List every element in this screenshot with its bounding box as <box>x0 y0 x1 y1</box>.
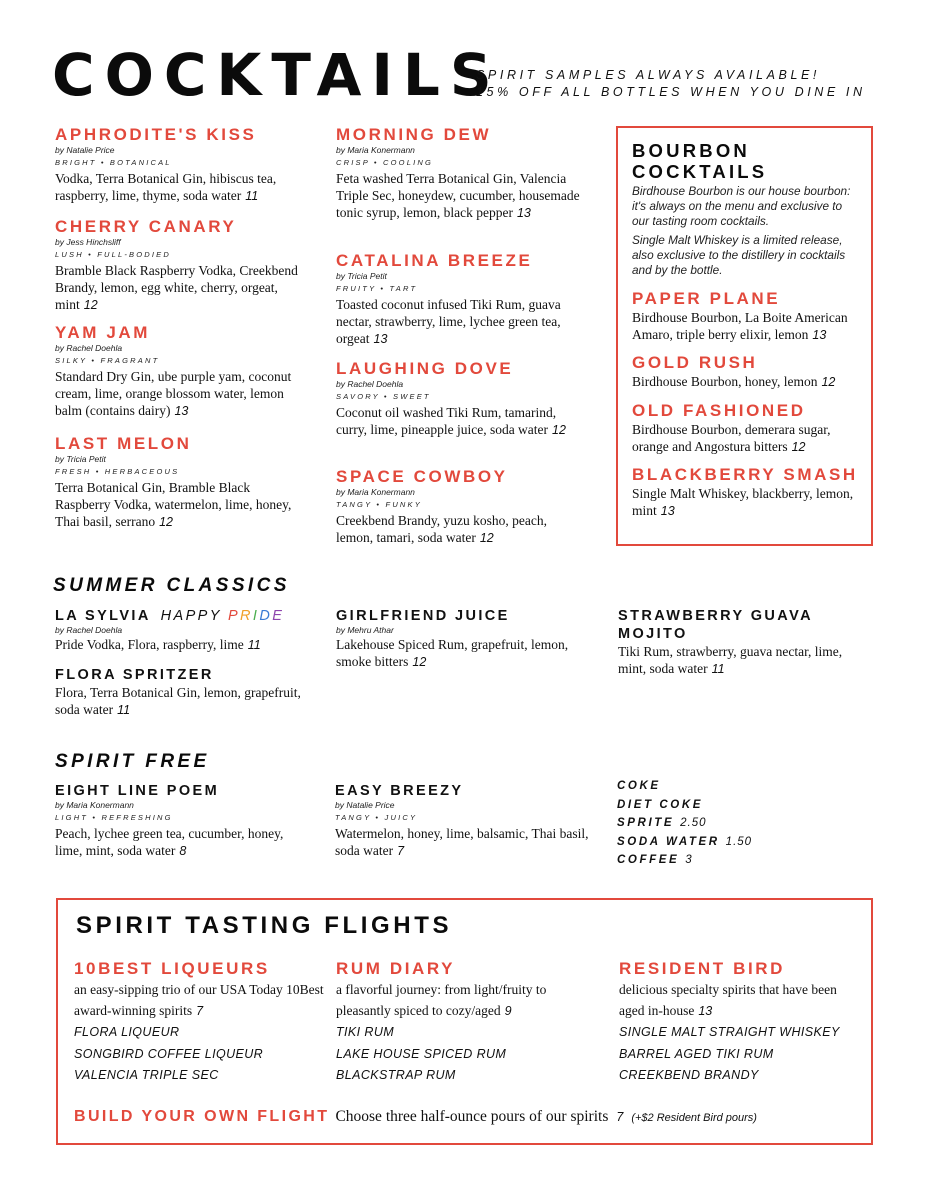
cocktail-desc: Feta washed Terra Botanical Gin, Valencia Triple Sec, honeydew, cucumber, housemade tonic syrup, lemon, black pepper 13 <box>336 171 580 221</box>
pride-letter: I <box>252 608 260 624</box>
cocktail-name: LAST MELON <box>55 434 192 453</box>
bourbon-item <box>632 288 860 344</box>
cocktail-item <box>336 250 586 358</box>
pride-letter: P <box>227 608 241 624</box>
cocktail-item <box>55 782 305 860</box>
cocktail-desc: Peach, lychee green tea, cucumber, honey, lime, mint, soda water 8 <box>55 826 284 859</box>
bourbon-item-desc: Birdhouse Bourbon, La Boite American Amaro, triple berry elixir, lemon 13 <box>632 310 848 343</box>
cocktail-name: YAM JAM <box>55 323 151 342</box>
cocktail-desc: Creekbend Brandy, yuzu kosho, peach, lemon, tamari, soda water 12 <box>336 513 547 546</box>
cocktail-byline: by Rachel Doehla <box>55 625 123 635</box>
cocktail-tags: LIGHT • REFRESHING <box>55 813 173 822</box>
cocktail-tags: SILKY • FRAGRANT <box>55 356 160 365</box>
cocktail-item <box>55 433 305 532</box>
cocktail-desc: Toasted coconut infused Tiki Rum, guava nectar, strawberry, lime, lychee green tea, orgeat 13 <box>336 297 561 347</box>
cocktail-desc: Bramble Black Raspberry Vodka, Creekbend Brandy, lemon, egg white, cherry, orgeat, mint 12 <box>55 263 298 313</box>
cocktail-price: 13 <box>174 404 189 419</box>
cocktail-item <box>336 124 586 250</box>
soft-drink-item: SPRITE 2.50 <box>617 817 707 829</box>
cocktail-item <box>55 216 305 322</box>
cocktail-price: 8 <box>179 844 187 859</box>
tasting-flights-title: SPIRIT TASTING FLIGHTS <box>76 912 453 939</box>
cocktail-item <box>55 322 305 433</box>
flight-spirit: CREEKBEND BRANDY <box>619 1068 759 1082</box>
pride-letter: D <box>259 608 273 624</box>
cocktail-item <box>336 466 586 547</box>
cocktail-desc: Watermelon, honey, lime, balsamic, Thai basil, soda water 7 <box>335 826 589 859</box>
soft-drink-item: COKE <box>617 780 661 792</box>
cocktail-item <box>55 666 305 719</box>
bourbon-item-price: 13 <box>660 504 675 519</box>
cocktail-byline: by Maria Konermann <box>336 145 415 155</box>
cocktail-name: SPACE COWBOY <box>336 467 508 486</box>
cocktail-price: 7 <box>397 844 405 859</box>
bourbon-item-price: 12 <box>821 375 836 390</box>
spirit-free-col-2 <box>335 782 590 860</box>
cocktail-tags: LUSH • FULL-BODIED <box>55 250 171 259</box>
cocktail-byline: by Natalie Price <box>55 145 115 155</box>
cocktail-price: 12 <box>412 655 427 670</box>
bourbon-item-desc: Birdhouse Bourbon, honey, lemon 12 <box>632 374 836 390</box>
cocktail-name: CATALINA BREEZE <box>336 251 533 270</box>
bourbon-item <box>632 400 860 456</box>
cocktail-item <box>618 607 873 678</box>
bourbon-item-name: BLACKBERRY SMASH <box>632 465 858 485</box>
cocktail-name: FLORA SPRITZER <box>55 667 214 684</box>
bourbon-intro-1: Birdhouse Bourbon is our house bourbon: it's always on the menu and exclusive to our tasting room cocktails. <box>632 184 851 228</box>
cocktail-tags: CRISP • COOLING <box>336 158 434 167</box>
cocktail-byline: by Rachel Doehla <box>55 343 123 353</box>
bourbon-item <box>632 352 860 391</box>
bourbon-item-name: PAPER PLANE <box>632 289 781 308</box>
pride-letter: R <box>240 608 253 624</box>
flight-spirit: BARREL AGED TIKI RUM <box>619 1046 774 1061</box>
flight-price: 9 <box>504 1004 512 1018</box>
happy-pride-label: HAPPY PRIDE <box>160 608 285 624</box>
cocktails-column-2 <box>336 124 586 547</box>
cocktail-price: 11 <box>117 703 131 718</box>
cocktail-item <box>336 358 586 466</box>
flight-spirit: TIKI RUM <box>336 1025 395 1039</box>
bourbon-item <box>632 464 860 520</box>
bourbon-item-name: GOLD RUSH <box>632 353 758 373</box>
spirit-free-heading: SPIRIT FREE <box>55 751 210 772</box>
flight-spirit: LAKE HOUSE SPICED RUM <box>336 1046 507 1061</box>
cocktail-tags: TANGY • JUICY <box>335 813 418 822</box>
cocktail-byline: by Tricia Petit <box>336 271 387 281</box>
cocktail-desc: Coconut oil washed Tiki Rum, tamarind, curry, lime, pineapple juice, soda water 12 <box>336 405 566 438</box>
cocktail-desc: Lakehouse Spiced Rum, grapefruit, lemon, smoke bitters 12 <box>336 637 569 670</box>
flight-spirit: VALENCIA TRIPLE SEC <box>74 1068 219 1082</box>
soft-drink-item: COFFEE 3 <box>617 854 693 866</box>
cocktail-byline: by Jess Hinchsliff <box>55 237 121 247</box>
build-label: BUILD YOUR OWN FLIGHT <box>74 1108 330 1125</box>
build-your-own-flight <box>74 1106 757 1126</box>
cocktail-price: 12 <box>552 423 566 438</box>
pride-rainbow-text <box>228 608 284 624</box>
tagline-line-2: 15% OFF ALL BOTTLES WHEN YOU DINE IN <box>476 85 866 99</box>
spirit-free-col-1 <box>55 782 305 860</box>
cocktail-price: 11 <box>711 662 725 677</box>
cocktail-byline: by Maria Konermann <box>336 487 415 497</box>
bourbon-intro-2: Single Malt Whiskey is a limited release, also exclusive to the distillery in cocktails and by the bottle. <box>632 233 846 277</box>
cocktail-tags: TANGY • FUNKY <box>336 500 422 509</box>
cocktail-price: 12 <box>479 531 494 546</box>
cocktail-name: EIGHT LINE POEM <box>55 783 220 799</box>
flight-desc: a flavorful journey: from light/fruity to pleasantly spiced to cozy/aged 9 <box>336 982 547 1018</box>
cocktail-name: EASY BREEZY <box>335 783 464 799</box>
soft-drink-item: SODA WATER 1.50 <box>617 835 753 848</box>
flight-price: 7 <box>196 1004 204 1018</box>
cocktail-name: STRAWBERRY GUAVA MOJITO <box>618 608 813 642</box>
cocktails-column-1 <box>55 124 305 532</box>
cocktail-price: 13 <box>516 206 531 221</box>
flight-desc: an easy-sipping trio of our USA Today 10Best award-winning spirits 7 <box>74 982 324 1018</box>
cocktail-desc: Vodka, Terra Botanical Gin, hibiscus tea, raspberry, lime, thyme, soda water 11 <box>55 171 277 204</box>
cocktail-price: 13 <box>373 332 388 347</box>
pride-letter: E <box>272 608 285 624</box>
tagline <box>476 67 866 101</box>
cocktail-name: LAUGHING DOVE <box>336 359 514 378</box>
tasting-flights-box <box>56 898 873 1145</box>
build-desc: Choose three half-ounce pours of our spirits <box>335 1108 609 1125</box>
soft-drinks-list <box>617 777 872 870</box>
cocktail-desc: Flora, Terra Botanical Gin, lemon, grapefruit, soda water 11 <box>55 685 301 718</box>
summer-col-3 <box>618 607 873 678</box>
cocktail-byline: by Rachel Doehla <box>336 379 404 389</box>
cocktail-desc: Terra Botanical Gin, Bramble Black Raspberry Vodka, watermelon, lime, honey, Thai basil, serrano 12 <box>55 480 292 530</box>
bourbon-item-desc: Birdhouse Bourbon, demerara sugar, orange and Angostura bitters 12 <box>632 421 831 454</box>
tagline-line-1: SPIRIT SAMPLES ALWAYS AVAILABLE! <box>476 68 821 82</box>
flight-name: RUM DIARY <box>336 959 456 978</box>
cocktail-price: 11 <box>247 638 261 652</box>
cocktail-tags: FRESH • HERBACEOUS <box>55 467 180 476</box>
summer-col-1 <box>55 607 305 720</box>
build-price: 7 <box>616 1110 624 1124</box>
cocktail-byline: by Mehru Athar <box>336 625 394 635</box>
flight-spirit: SINGLE MALT STRAIGHT WHISKEY <box>619 1025 840 1039</box>
build-note: (+$2 Resident Bird pours) <box>631 1112 757 1124</box>
cocktail-desc: Pride Vodka, Flora, raspberry, lime 11 <box>55 637 261 652</box>
cocktail-name: APHRODITE'S KISS <box>55 125 257 144</box>
flight-name: 10BEST LIQUEURS <box>74 959 270 978</box>
cocktail-item <box>335 782 590 860</box>
bourbon-box <box>616 126 873 546</box>
summer-col-2 <box>336 607 586 671</box>
flight-column <box>74 958 324 1087</box>
summer-classics-heading: SUMMER CLASSICS <box>53 575 290 596</box>
cocktail-name: CHERRY CANARY <box>55 217 237 236</box>
flight-spirit: BLACKSTRAP RUM <box>336 1068 456 1082</box>
flight-spirit: FLORA LIQUEUR <box>74 1025 180 1039</box>
cocktail-tags: FRUITY • TART <box>336 284 418 293</box>
flight-desc: delicious specialty spirits that have been aged in-house 13 <box>619 982 837 1018</box>
cocktail-price: 12 <box>159 515 173 530</box>
cocktail-price: 12 <box>83 298 98 313</box>
cocktail-desc: Tiki Rum, strawberry, guava nectar, lime, mint, soda water 11 <box>618 644 843 677</box>
cocktail-name: MORNING DEW <box>336 125 492 144</box>
bourbon-item-price: 12 <box>791 439 806 454</box>
cocktail-price: 11 <box>245 189 259 204</box>
cocktail-item <box>55 124 305 216</box>
page-title: COCKTAILS <box>52 41 502 109</box>
flight-name: RESIDENT BIRD <box>619 959 786 978</box>
cocktail-tags: BRIGHT • BOTANICAL <box>55 158 172 167</box>
bourbon-title: BOURBON COCKTAILS <box>632 140 768 182</box>
flight-price: 13 <box>698 1004 713 1018</box>
cocktail-byline: by Tricia Petit <box>55 454 106 464</box>
cocktail-name: GIRLFRIEND JUICE <box>336 608 510 624</box>
cocktail-desc: Standard Dry Gin, ube purple yam, coconut cream, lime, orange blossom water, lemon balm (contains dairy) 13 <box>55 369 292 419</box>
cocktail-item <box>55 607 305 654</box>
bourbon-item-desc: Single Malt Whiskey, blackberry, lemon, mint 13 <box>632 486 854 519</box>
flight-spirit: SONGBIRD COFFEE LIQUEUR <box>74 1046 264 1061</box>
bourbon-item-price: 13 <box>812 328 827 343</box>
cocktail-byline: by Maria Konermann <box>55 800 134 810</box>
flight-column <box>619 958 859 1087</box>
cocktail-tags: SAVORY • SWEET <box>336 392 431 401</box>
flight-column <box>336 958 586 1087</box>
cocktail-byline: by Natalie Price <box>335 800 395 810</box>
bourbon-item-name: OLD FASHIONED <box>632 400 806 420</box>
soft-drink-item: DIET COKE <box>617 798 704 811</box>
cocktail-name: LA SYLVIA HAPPY PRIDE <box>55 608 285 624</box>
cocktail-item <box>336 607 586 671</box>
